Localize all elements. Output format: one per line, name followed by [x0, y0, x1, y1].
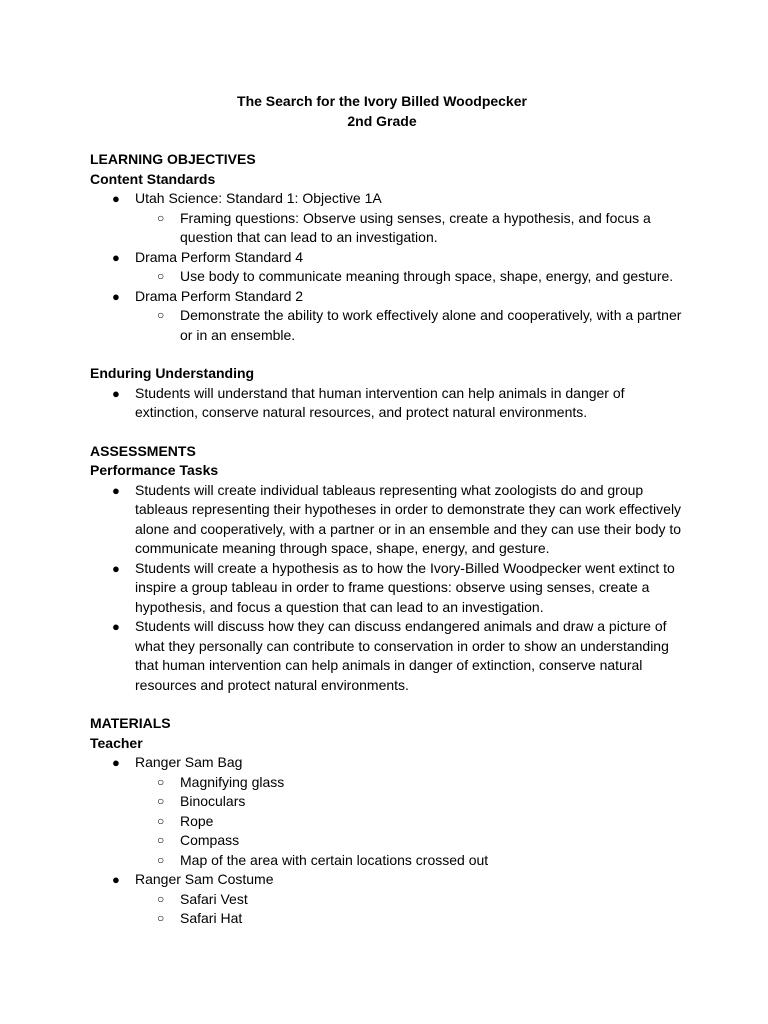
sub-list-item — [135, 267, 688, 287]
performance-tasks-list — [90, 481, 688, 696]
list-item-text: Students will create individual tableaus representing what zoologists do and group tableaus representing their hypotheses in order to demonstrate they can work effectively alone and cooperatively, with a partner or in an ensemble and they can use their body to communicate meaning through space, shape, energy, and gesture. — [135, 481, 682, 556]
sub-list-item — [135, 831, 688, 851]
subheading-performance-tasks: Performance Tasks — [90, 462, 219, 478]
bullet-icon: ● — [112, 385, 120, 401]
sub-list-item-text: Map of the area with certain locations crossed out — [180, 851, 489, 868]
sub-list-item — [135, 773, 688, 793]
list-item — [90, 481, 688, 559]
hollow-bullet-icon: ○ — [157, 813, 165, 828]
bullet-icon: ● — [112, 249, 120, 265]
list-item-text: Students will discuss how they can discuss endangered animals and draw a picture of what they personally can contribute to conservation in order to show an understanding that human intervention can help animals in danger of extinction, conserve natural resources and protect natural environments. — [135, 618, 669, 693]
hollow-bullet-icon: ○ — [157, 269, 165, 283]
list-item-text: Drama Perform Standard 4 — [135, 248, 304, 265]
section-heading-learning-objectives: LEARNING OBJECTIVES — [90, 151, 256, 167]
bullet-icon: ● — [112, 619, 120, 634]
sub-list-item — [135, 812, 688, 832]
hollow-bullet-icon: ○ — [157, 794, 165, 808]
sub-list — [135, 209, 688, 248]
spacer — [90, 345, 688, 364]
list-item-text: Utah Science: Standard 1: Objective 1A — [135, 190, 382, 206]
sub-list-item-text: Safari Hat — [180, 910, 243, 926]
hollow-bullet-icon: ○ — [157, 891, 165, 906]
sub-list-item-text: Safari Vest — [180, 890, 248, 907]
list-item-text: Ranger Sam Bag — [135, 754, 243, 770]
sub-list-item-text: Magnifying glass — [180, 773, 285, 790]
list-item-text: Ranger Sam Costume — [135, 871, 274, 887]
subheading-content-standards: Content Standards — [90, 170, 216, 187]
sub-list-item-text: Binoculars — [180, 793, 246, 809]
bullet-icon: ● — [112, 755, 120, 770]
hollow-bullet-icon: ○ — [157, 911, 165, 925]
bullet-icon: ● — [112, 482, 120, 498]
list-item-text: Students will understand that human intervention can help animals in danger of extinction, conserve natural resources, and protect natural environments. — [135, 384, 625, 420]
document-page — [90, 92, 688, 929]
subheading-enduring-understanding: Enduring Understanding — [90, 365, 255, 381]
bullet-icon: ● — [112, 191, 120, 206]
bullet-icon: ● — [112, 872, 120, 887]
section-heading-assessments: ASSESSMENTS — [90, 442, 196, 459]
sub-list-item — [135, 909, 688, 929]
sub-list-item — [135, 306, 688, 345]
list-item — [90, 248, 688, 287]
spacer — [90, 695, 688, 714]
sub-list-item-text: Demonstrate the ability to work effectively alone and cooperatively, with a partner or in an ensemble. — [180, 307, 682, 343]
hollow-bullet-icon: ○ — [157, 833, 165, 847]
subheading-teacher: Teacher — [90, 734, 143, 751]
document-title: The Search for the Ivory Billed Woodpecker — [237, 93, 527, 109]
hollow-bullet-icon: ○ — [157, 308, 165, 322]
sub-list-item — [135, 851, 688, 871]
list-item-text: Students will create a hypothesis as to how the Ivory-Billed Woodpecker went extinct to inspire a group tableau in order to frame questions: observe using senses, create a hypothesis, and focus a question that can lead to an investigation. — [135, 559, 675, 615]
list-item — [90, 617, 688, 695]
sub-list — [135, 890, 688, 929]
spacer — [90, 423, 688, 442]
sub-list-item-text: Use body to communicate meaning through space, shape, energy, and gesture. — [180, 268, 674, 284]
teacher-materials-list — [90, 753, 688, 929]
bullet-icon: ● — [112, 288, 120, 304]
hollow-bullet-icon: ○ — [157, 852, 165, 867]
sub-list-item — [135, 890, 688, 910]
hollow-bullet-icon: ○ — [157, 210, 165, 225]
list-item — [90, 384, 688, 423]
list-item — [90, 559, 688, 618]
document-subtitle: 2nd Grade — [347, 112, 417, 129]
title-block — [76, 92, 688, 131]
sub-list-item-text: Framing questions: Observe using senses, create a hypothesis, and focus a question that can lead to an investigation. — [180, 209, 651, 245]
sub-list-item-text: Compass — [180, 832, 240, 848]
sub-list — [135, 773, 688, 871]
enduring-understanding-list — [90, 384, 688, 423]
content-standards-list — [90, 189, 688, 345]
sub-list — [135, 267, 688, 287]
bullet-icon: ● — [112, 560, 120, 576]
list-item — [90, 189, 688, 248]
sub-list-item — [135, 209, 688, 248]
section-heading-materials: MATERIALS — [90, 715, 171, 731]
sub-list-item-text: Rope — [180, 812, 214, 829]
sub-list-item — [135, 792, 688, 812]
spacer — [90, 131, 688, 150]
list-item — [90, 753, 688, 870]
hollow-bullet-icon: ○ — [157, 774, 165, 789]
sub-list — [135, 306, 688, 345]
list-item-text: Drama Perform Standard 2 — [135, 287, 304, 304]
list-item — [90, 287, 688, 346]
list-item — [90, 870, 688, 929]
